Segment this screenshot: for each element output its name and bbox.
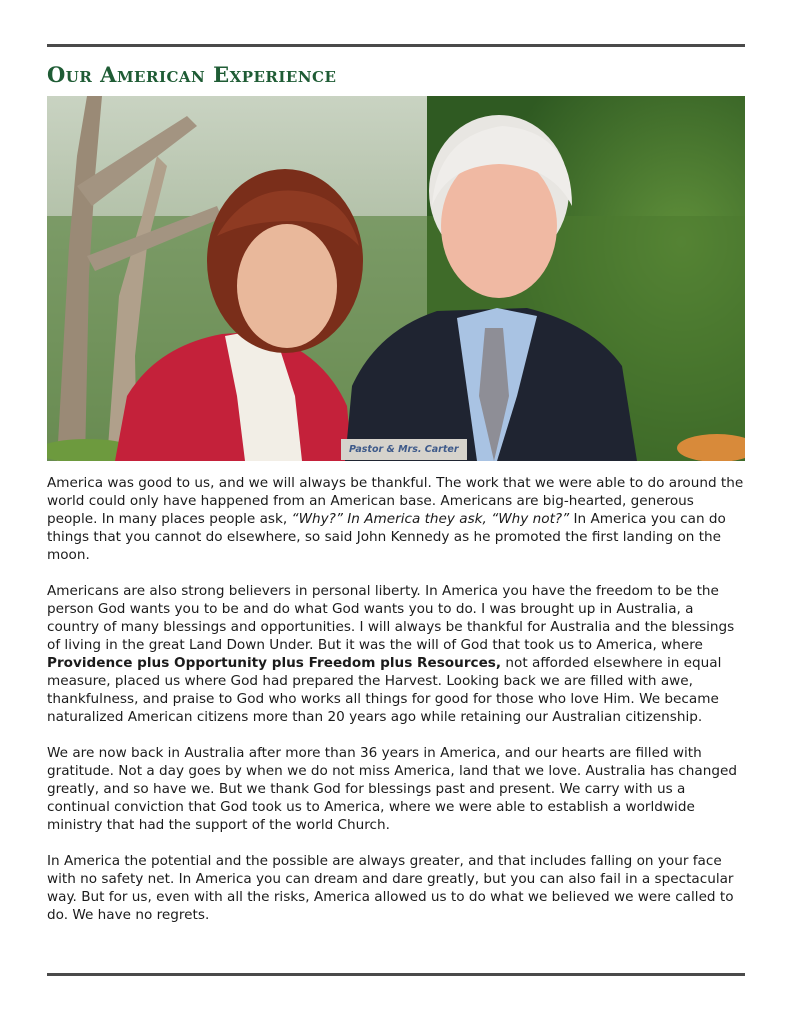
article-body (47, 474, 747, 942)
paragraph-1 (47, 474, 747, 564)
paragraph-4: In America the potential and the possible are always greater, and that includes falling on your face with no safety net. In America you can dream and dare greatly, but you can also fail in a spectacular way. But for us, even with all the risks, America allowed us to do what we believed we were called to do. We have no regrets. (47, 853, 734, 923)
page-title: Our American Experience (47, 62, 337, 87)
paragraph-2-text-b: not afforded elsewhere in equal measure, placed us where God had prepared the Harvest. Looking back we are filled with awe, thankfulness, and praise to God who works all things for good for those who love Him. We became naturalized American citizens more than 20 years ago while retaining our Australian citizenship. (47, 655, 722, 725)
couple-photo (47, 96, 745, 461)
paragraph-2-text-a: Americans are also strong believers in personal liberty. In America you have the freedom to be the person God wants you to be and do what God wants you to do. I was brought up in Australia, a country of many blessings and opportunities. I will always be thankful for Australia and the blessings of living in the great Land Down Under. But it was the will of God that took us to America, where (47, 583, 735, 653)
paragraph-1-text-a: America was good to us, and we will always be thankful. The work that we were able to do around the world could only have happened from an American base. Americans are big-hearted, generous people. In many places people ask, (47, 475, 744, 527)
paragraph-2-emphasis: Providence plus Opportunity plus Freedom plus Resources, (47, 655, 502, 671)
paragraph-1-quote: “Why?” In America they ask, “Why not?” (291, 511, 570, 527)
top-divider (47, 44, 745, 47)
paragraph-2 (47, 582, 747, 726)
photo-caption: Pastor & Mrs. Carter (341, 439, 467, 460)
paragraph-3: We are now back in Australia after more than 36 years in America, and our hearts are filled with gratitude. Not a day goes by when we do not miss America, land that we love. Australia has changed greatly, and so have we. But we thank God for blessings past and present. We carry with us a continual conviction that God took us to America, where we were able to establish a worldwide ministry that had the support of the world Church. (47, 745, 737, 833)
paragraph-1-text-b: In America you can do things that you cannot do elsewhere, so said John Kennedy as he promoted the first landing on the moon. (47, 511, 726, 563)
bottom-divider (47, 973, 745, 976)
